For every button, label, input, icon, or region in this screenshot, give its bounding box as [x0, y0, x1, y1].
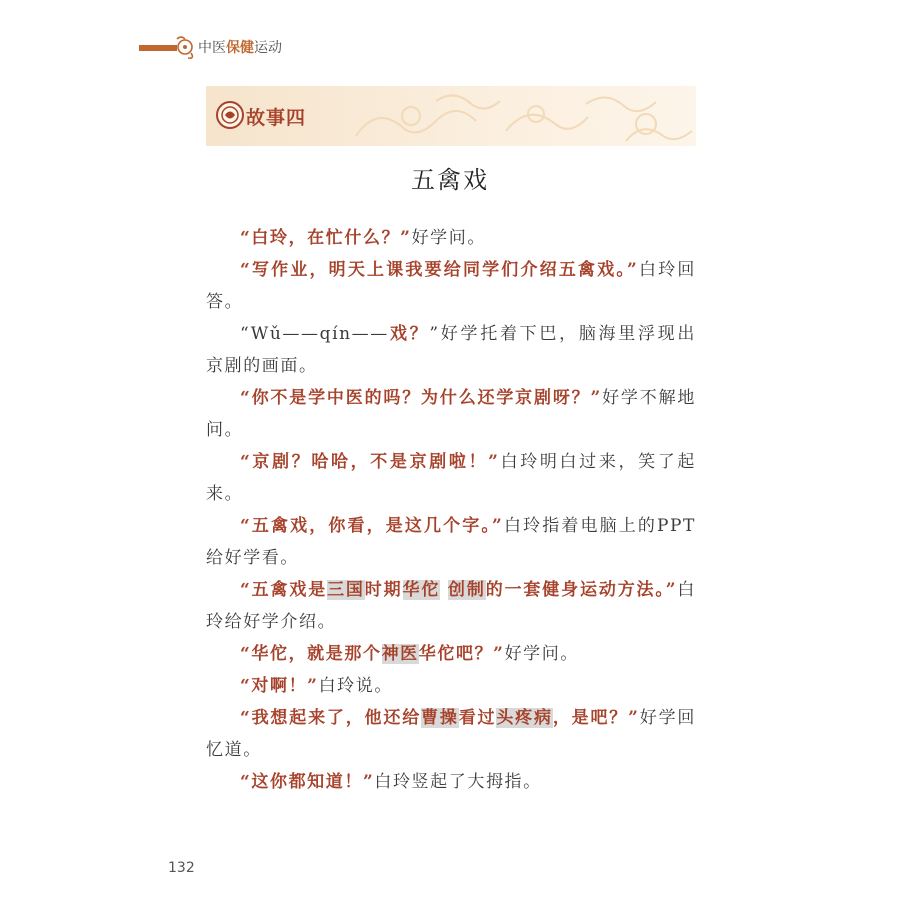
text-run: 好学问。: [411, 228, 486, 248]
text-run: [440, 580, 448, 600]
text-run: “Wǔ——qín——: [240, 324, 389, 344]
story-label: 故事四: [246, 107, 307, 129]
text-run: 的一套健身运动方法。”: [485, 580, 678, 600]
dialogue-paragraph: [206, 382, 696, 446]
text-run: 好学不解地问。: [206, 388, 697, 440]
story-banner: [206, 86, 696, 146]
highlighted-term: 头疼病: [496, 708, 553, 728]
text-run: “写作业，明天上课我要给同学们介绍五禽戏。”: [240, 260, 639, 280]
text-run: “华佗，就是那个: [240, 644, 382, 664]
text-run: 看过: [458, 708, 497, 728]
text-run: 白玲竖起了大拇指。: [374, 772, 542, 792]
text-run: “京剧？哈哈，不是京剧啦！”: [240, 452, 500, 472]
text-run: “白玲，在忙什么？”: [240, 228, 412, 248]
text-run: “我想起来了，他还给: [240, 708, 422, 728]
text-run: ”好学托着下巴，脑海里浮现出京剧的画面。: [206, 324, 696, 376]
text-run: “对啊！”: [240, 676, 319, 696]
dialogue-paragraph: [206, 702, 696, 766]
header-ornament-icon: [171, 33, 199, 61]
text-run: “五禽戏是: [240, 580, 328, 600]
dialogue-paragraph: [206, 670, 696, 702]
dialogue-paragraph: [206, 318, 696, 382]
dialogue-paragraph: [206, 510, 696, 574]
text-run: ，是吧？”: [552, 708, 640, 728]
text-run: 戏？: [388, 324, 430, 344]
text-run: 好学问。: [504, 644, 579, 664]
dialogue-paragraph: [206, 222, 696, 254]
text-run: 好学回忆道。: [206, 708, 696, 760]
story-body: [206, 222, 696, 798]
text-run: 白玲明白过来，笑了起来。: [206, 452, 696, 504]
highlighted-term: 创制: [448, 580, 486, 600]
dialogue-paragraph: [206, 574, 696, 638]
page-number: 132: [168, 860, 195, 876]
dialogue-paragraph: [206, 766, 696, 798]
text-run: 白玲说。: [318, 676, 393, 696]
running-header: 中医保健运动: [198, 40, 282, 56]
text-run: “这你都知道！”: [240, 772, 375, 792]
text-run: 白玲指着电脑上的PPT 给好学看。: [206, 516, 696, 568]
dialogue-paragraph: [206, 638, 696, 670]
highlighted-term: 曹操: [421, 708, 459, 728]
highlighted-term: 神医: [381, 644, 419, 664]
text-run: “五禽戏，你看，是这几个字。”: [240, 516, 504, 536]
text-run: “你不是学中医的吗？为什么还学京剧呀？”: [240, 388, 602, 408]
highlighted-term: 华佗: [402, 580, 441, 600]
text-run: 白玲回答。: [206, 260, 696, 312]
story-emblem-icon: [216, 101, 244, 129]
text-run: 时期: [364, 580, 403, 600]
dialogue-paragraph: [206, 254, 696, 318]
highlighted-term: 三国: [327, 580, 365, 600]
text-run: 白玲给好学介绍。: [206, 580, 697, 632]
dialogue-paragraph: [206, 446, 696, 510]
story-title: 五禽戏: [411, 166, 489, 194]
text-run: 华佗吧？”: [418, 644, 505, 664]
